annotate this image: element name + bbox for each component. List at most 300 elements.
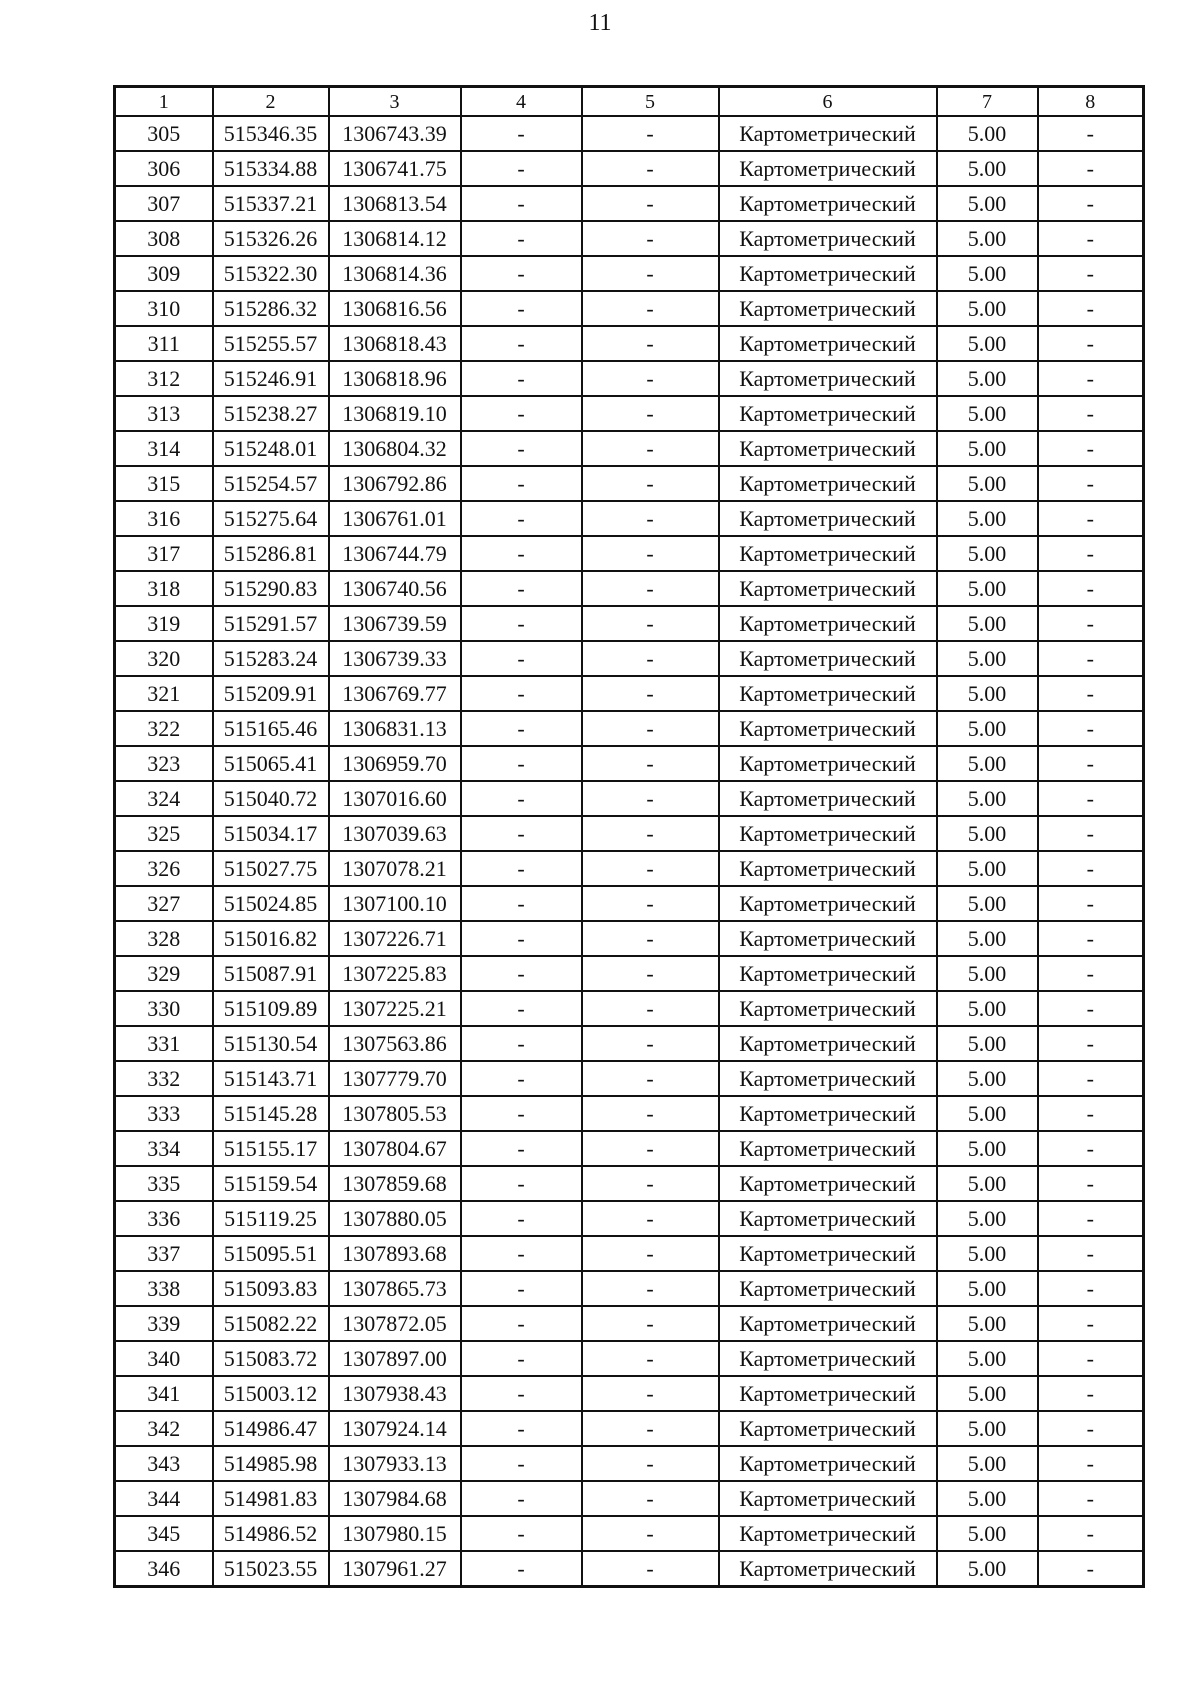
cell-y-coordinate: 1306959.70 xyxy=(329,746,461,781)
column-header-1: 1 xyxy=(115,87,213,117)
cell-accuracy: 5.00 xyxy=(937,1201,1038,1236)
cell-col-8: - xyxy=(1038,431,1144,466)
cell-point-number: 336 xyxy=(115,1201,213,1236)
cell-accuracy: 5.00 xyxy=(937,676,1038,711)
cell-col-8: - xyxy=(1038,816,1144,851)
table-row xyxy=(115,466,1144,501)
cell-x-coordinate: 515238.27 xyxy=(213,396,329,431)
table-row xyxy=(115,1201,1144,1236)
cell-col-5: - xyxy=(582,746,719,781)
cell-col-5: - xyxy=(582,1061,719,1096)
cell-method: Картометрический xyxy=(719,1166,937,1201)
cell-col-4: - xyxy=(461,956,582,991)
cell-col-5: - xyxy=(582,1306,719,1341)
cell-point-number: 314 xyxy=(115,431,213,466)
cell-accuracy: 5.00 xyxy=(937,1061,1038,1096)
cell-x-coordinate: 515346.35 xyxy=(213,116,329,151)
cell-col-8: - xyxy=(1038,1096,1144,1131)
cell-point-number: 321 xyxy=(115,676,213,711)
table-row xyxy=(115,676,1144,711)
cell-method: Картометрический xyxy=(719,886,937,921)
cell-col-4: - xyxy=(461,1131,582,1166)
cell-x-coordinate: 515337.21 xyxy=(213,186,329,221)
table-row xyxy=(115,816,1144,851)
table-row xyxy=(115,1341,1144,1376)
cell-accuracy: 5.00 xyxy=(937,1446,1038,1481)
cell-accuracy: 5.00 xyxy=(937,641,1038,676)
cell-accuracy: 5.00 xyxy=(937,571,1038,606)
cell-method: Картометрический xyxy=(719,781,937,816)
table-row xyxy=(115,1551,1144,1587)
cell-col-4: - xyxy=(461,886,582,921)
column-header-7: 7 xyxy=(937,87,1038,117)
table-row xyxy=(115,606,1144,641)
cell-x-coordinate: 515291.57 xyxy=(213,606,329,641)
cell-point-number: 343 xyxy=(115,1446,213,1481)
cell-point-number: 305 xyxy=(115,116,213,151)
table-row xyxy=(115,1306,1144,1341)
cell-point-number: 328 xyxy=(115,921,213,956)
cell-y-coordinate: 1306813.54 xyxy=(329,186,461,221)
cell-y-coordinate: 1306818.43 xyxy=(329,326,461,361)
cell-col-8: - xyxy=(1038,1236,1144,1271)
cell-method: Картометрический xyxy=(719,326,937,361)
cell-col-4: - xyxy=(461,1026,582,1061)
cell-col-5: - xyxy=(582,151,719,186)
cell-col-8: - xyxy=(1038,501,1144,536)
cell-method: Картометрический xyxy=(719,256,937,291)
cell-col-4: - xyxy=(461,1516,582,1551)
table-row xyxy=(115,746,1144,781)
table-row xyxy=(115,501,1144,536)
cell-col-8: - xyxy=(1038,886,1144,921)
cell-method: Картометрический xyxy=(719,571,937,606)
cell-x-coordinate: 515027.75 xyxy=(213,851,329,886)
cell-method: Картометрический xyxy=(719,851,937,886)
cell-col-8: - xyxy=(1038,1306,1144,1341)
cell-col-5: - xyxy=(582,1166,719,1201)
cell-col-8: - xyxy=(1038,606,1144,641)
cell-method: Картометрический xyxy=(719,361,937,396)
cell-col-4: - xyxy=(461,186,582,221)
column-header-2: 2 xyxy=(213,87,329,117)
table-row xyxy=(115,711,1144,746)
cell-col-4: - xyxy=(461,571,582,606)
cell-col-5: - xyxy=(582,886,719,921)
table-row xyxy=(115,851,1144,886)
cell-col-4: - xyxy=(461,1061,582,1096)
cell-method: Картометрический xyxy=(719,466,937,501)
cell-accuracy: 5.00 xyxy=(937,1411,1038,1446)
cell-accuracy: 5.00 xyxy=(937,991,1038,1026)
cell-col-4: - xyxy=(461,326,582,361)
cell-col-4: - xyxy=(461,291,582,326)
cell-accuracy: 5.00 xyxy=(937,1271,1038,1306)
cell-accuracy: 5.00 xyxy=(937,396,1038,431)
cell-x-coordinate: 515255.57 xyxy=(213,326,329,361)
table-row xyxy=(115,1026,1144,1061)
table-row xyxy=(115,326,1144,361)
cell-accuracy: 5.00 xyxy=(937,816,1038,851)
cell-col-8: - xyxy=(1038,326,1144,361)
cell-accuracy: 5.00 xyxy=(937,1236,1038,1271)
cell-y-coordinate: 1307893.68 xyxy=(329,1236,461,1271)
cell-accuracy: 5.00 xyxy=(937,116,1038,151)
cell-x-coordinate: 515209.91 xyxy=(213,676,329,711)
cell-col-5: - xyxy=(582,851,719,886)
cell-method: Картометрический xyxy=(719,1236,937,1271)
cell-col-4: - xyxy=(461,396,582,431)
cell-x-coordinate: 515290.83 xyxy=(213,571,329,606)
cell-accuracy: 5.00 xyxy=(937,361,1038,396)
cell-col-5: - xyxy=(582,1481,719,1516)
coordinates-table xyxy=(113,85,1145,1588)
cell-accuracy: 5.00 xyxy=(937,1516,1038,1551)
cell-x-coordinate: 515246.91 xyxy=(213,361,329,396)
table-row xyxy=(115,921,1144,956)
cell-col-4: - xyxy=(461,361,582,396)
table-row xyxy=(115,1236,1144,1271)
cell-col-5: - xyxy=(582,781,719,816)
cell-point-number: 342 xyxy=(115,1411,213,1446)
cell-col-8: - xyxy=(1038,1376,1144,1411)
cell-col-5: - xyxy=(582,1411,719,1446)
cell-method: Картометрический xyxy=(719,536,937,571)
cell-y-coordinate: 1306814.12 xyxy=(329,221,461,256)
cell-method: Картометрический xyxy=(719,221,937,256)
cell-y-coordinate: 1306743.39 xyxy=(329,116,461,151)
page-number: 11 xyxy=(588,10,612,36)
column-header-5: 5 xyxy=(582,87,719,117)
cell-point-number: 315 xyxy=(115,466,213,501)
cell-method: Картометрический xyxy=(719,711,937,746)
cell-accuracy: 5.00 xyxy=(937,956,1038,991)
cell-point-number: 337 xyxy=(115,1236,213,1271)
cell-col-8: - xyxy=(1038,1271,1144,1306)
cell-accuracy: 5.00 xyxy=(937,326,1038,361)
cell-col-5: - xyxy=(582,1341,719,1376)
cell-x-coordinate: 515159.54 xyxy=(213,1166,329,1201)
cell-x-coordinate: 515082.22 xyxy=(213,1306,329,1341)
cell-col-5: - xyxy=(582,536,719,571)
cell-point-number: 332 xyxy=(115,1061,213,1096)
cell-col-8: - xyxy=(1038,1446,1144,1481)
cell-y-coordinate: 1306741.75 xyxy=(329,151,461,186)
cell-y-coordinate: 1306818.96 xyxy=(329,361,461,396)
cell-x-coordinate: 515145.28 xyxy=(213,1096,329,1131)
cell-col-5: - xyxy=(582,1096,719,1131)
cell-col-4: - xyxy=(461,676,582,711)
cell-method: Картометрический xyxy=(719,956,937,991)
table-row xyxy=(115,1096,1144,1131)
column-header-4: 4 xyxy=(461,87,582,117)
cell-col-4: - xyxy=(461,1446,582,1481)
cell-x-coordinate: 515023.55 xyxy=(213,1551,329,1587)
cell-y-coordinate: 1307984.68 xyxy=(329,1481,461,1516)
cell-col-8: - xyxy=(1038,746,1144,781)
table-row xyxy=(115,116,1144,151)
cell-method: Картометрический xyxy=(719,1306,937,1341)
cell-method: Картометрический xyxy=(719,431,937,466)
cell-col-5: - xyxy=(582,1131,719,1166)
cell-col-8: - xyxy=(1038,1551,1144,1587)
column-header-6: 6 xyxy=(719,87,937,117)
cell-y-coordinate: 1306814.36 xyxy=(329,256,461,291)
cell-y-coordinate: 1306831.13 xyxy=(329,711,461,746)
cell-accuracy: 5.00 xyxy=(937,466,1038,501)
cell-col-4: - xyxy=(461,221,582,256)
cell-method: Картометрический xyxy=(719,746,937,781)
cell-col-4: - xyxy=(461,746,582,781)
table-row xyxy=(115,641,1144,676)
cell-x-coordinate: 515034.17 xyxy=(213,816,329,851)
cell-accuracy: 5.00 xyxy=(937,711,1038,746)
cell-col-5: - xyxy=(582,361,719,396)
cell-point-number: 312 xyxy=(115,361,213,396)
cell-point-number: 330 xyxy=(115,991,213,1026)
table-row xyxy=(115,1446,1144,1481)
cell-col-5: - xyxy=(582,1376,719,1411)
cell-col-8: - xyxy=(1038,1516,1144,1551)
cell-col-5: - xyxy=(582,816,719,851)
cell-method: Картометрический xyxy=(719,1201,937,1236)
cell-accuracy: 5.00 xyxy=(937,606,1038,641)
cell-col-8: - xyxy=(1038,1061,1144,1096)
cell-col-8: - xyxy=(1038,781,1144,816)
table-row xyxy=(115,1411,1144,1446)
cell-col-8: - xyxy=(1038,466,1144,501)
cell-method: Картометрический xyxy=(719,1376,937,1411)
cell-method: Картометрический xyxy=(719,1096,937,1131)
column-header-3: 3 xyxy=(329,87,461,117)
cell-col-4: - xyxy=(461,816,582,851)
cell-col-5: - xyxy=(582,641,719,676)
table-row xyxy=(115,991,1144,1026)
cell-point-number: 338 xyxy=(115,1271,213,1306)
cell-accuracy: 5.00 xyxy=(937,1481,1038,1516)
cell-method: Картометрический xyxy=(719,1516,937,1551)
cell-col-4: - xyxy=(461,781,582,816)
cell-col-5: - xyxy=(582,396,719,431)
cell-col-4: - xyxy=(461,641,582,676)
cell-col-5: - xyxy=(582,326,719,361)
cell-method: Картометрический xyxy=(719,1341,937,1376)
cell-col-5: - xyxy=(582,571,719,606)
cell-point-number: 308 xyxy=(115,221,213,256)
cell-x-coordinate: 514981.83 xyxy=(213,1481,329,1516)
cell-x-coordinate: 515283.24 xyxy=(213,641,329,676)
cell-col-8: - xyxy=(1038,956,1144,991)
cell-point-number: 313 xyxy=(115,396,213,431)
cell-method: Картометрический xyxy=(719,1411,937,1446)
cell-y-coordinate: 1307016.60 xyxy=(329,781,461,816)
cell-x-coordinate: 515130.54 xyxy=(213,1026,329,1061)
cell-accuracy: 5.00 xyxy=(937,501,1038,536)
cell-x-coordinate: 514986.52 xyxy=(213,1516,329,1551)
cell-col-5: - xyxy=(582,466,719,501)
cell-y-coordinate: 1306739.33 xyxy=(329,641,461,676)
cell-col-8: - xyxy=(1038,676,1144,711)
cell-accuracy: 5.00 xyxy=(937,1096,1038,1131)
cell-col-8: - xyxy=(1038,396,1144,431)
cell-x-coordinate: 514986.47 xyxy=(213,1411,329,1446)
cell-col-4: - xyxy=(461,1236,582,1271)
cell-col-5: - xyxy=(582,676,719,711)
cell-point-number: 310 xyxy=(115,291,213,326)
table-row xyxy=(115,1061,1144,1096)
cell-col-5: - xyxy=(582,1516,719,1551)
cell-accuracy: 5.00 xyxy=(937,921,1038,956)
cell-col-4: - xyxy=(461,606,582,641)
cell-y-coordinate: 1307872.05 xyxy=(329,1306,461,1341)
cell-point-number: 334 xyxy=(115,1131,213,1166)
cell-x-coordinate: 515286.81 xyxy=(213,536,329,571)
cell-col-4: - xyxy=(461,151,582,186)
cell-method: Картометрический xyxy=(719,606,937,641)
cell-col-8: - xyxy=(1038,536,1144,571)
cell-y-coordinate: 1306740.56 xyxy=(329,571,461,606)
cell-y-coordinate: 1307880.05 xyxy=(329,1201,461,1236)
cell-col-5: - xyxy=(582,256,719,291)
cell-col-5: - xyxy=(582,1201,719,1236)
table-row xyxy=(115,1131,1144,1166)
cell-method: Картометрический xyxy=(719,1481,937,1516)
cell-y-coordinate: 1307100.10 xyxy=(329,886,461,921)
cell-x-coordinate: 515003.12 xyxy=(213,1376,329,1411)
cell-col-4: - xyxy=(461,466,582,501)
cell-method: Картометрический xyxy=(719,396,937,431)
cell-point-number: 311 xyxy=(115,326,213,361)
cell-x-coordinate: 515334.88 xyxy=(213,151,329,186)
cell-point-number: 325 xyxy=(115,816,213,851)
cell-y-coordinate: 1306819.10 xyxy=(329,396,461,431)
cell-point-number: 335 xyxy=(115,1166,213,1201)
cell-col-4: - xyxy=(461,501,582,536)
cell-y-coordinate: 1306816.56 xyxy=(329,291,461,326)
cell-method: Картометрический xyxy=(719,1026,937,1061)
cell-col-4: - xyxy=(461,1481,582,1516)
table-row xyxy=(115,221,1144,256)
cell-accuracy: 5.00 xyxy=(937,431,1038,466)
cell-col-8: - xyxy=(1038,291,1144,326)
cell-accuracy: 5.00 xyxy=(937,746,1038,781)
cell-col-4: - xyxy=(461,1271,582,1306)
cell-accuracy: 5.00 xyxy=(937,221,1038,256)
cell-col-8: - xyxy=(1038,1131,1144,1166)
cell-accuracy: 5.00 xyxy=(937,1376,1038,1411)
cell-y-coordinate: 1307865.73 xyxy=(329,1271,461,1306)
cell-col-8: - xyxy=(1038,221,1144,256)
cell-x-coordinate: 515119.25 xyxy=(213,1201,329,1236)
cell-point-number: 320 xyxy=(115,641,213,676)
table-body xyxy=(115,116,1144,1587)
cell-y-coordinate: 1307226.71 xyxy=(329,921,461,956)
cell-method: Картометрический xyxy=(719,1551,937,1587)
cell-col-4: - xyxy=(461,1411,582,1446)
cell-method: Картометрический xyxy=(719,816,937,851)
cell-x-coordinate: 515093.83 xyxy=(213,1271,329,1306)
cell-point-number: 344 xyxy=(115,1481,213,1516)
table-row xyxy=(115,431,1144,466)
cell-method: Картометрический xyxy=(719,1271,937,1306)
table-row xyxy=(115,1376,1144,1411)
cell-y-coordinate: 1307225.83 xyxy=(329,956,461,991)
cell-point-number: 345 xyxy=(115,1516,213,1551)
cell-col-5: - xyxy=(582,431,719,466)
cell-y-coordinate: 1306744.79 xyxy=(329,536,461,571)
cell-col-5: - xyxy=(582,711,719,746)
cell-x-coordinate: 515040.72 xyxy=(213,781,329,816)
cell-col-8: - xyxy=(1038,641,1144,676)
cell-col-4: - xyxy=(461,921,582,956)
table-row xyxy=(115,1481,1144,1516)
cell-y-coordinate: 1307933.13 xyxy=(329,1446,461,1481)
table-row xyxy=(115,1271,1144,1306)
cell-y-coordinate: 1307924.14 xyxy=(329,1411,461,1446)
cell-col-8: - xyxy=(1038,851,1144,886)
cell-y-coordinate: 1307961.27 xyxy=(329,1551,461,1587)
cell-y-coordinate: 1307225.21 xyxy=(329,991,461,1026)
cell-col-8: - xyxy=(1038,921,1144,956)
cell-point-number: 322 xyxy=(115,711,213,746)
cell-col-5: - xyxy=(582,606,719,641)
cell-method: Картометрический xyxy=(719,641,937,676)
cell-point-number: 339 xyxy=(115,1306,213,1341)
cell-accuracy: 5.00 xyxy=(937,781,1038,816)
cell-col-8: - xyxy=(1038,1341,1144,1376)
cell-method: Картометрический xyxy=(719,186,937,221)
cell-y-coordinate: 1307980.15 xyxy=(329,1516,461,1551)
cell-col-4: - xyxy=(461,1166,582,1201)
cell-col-4: - xyxy=(461,256,582,291)
cell-col-8: - xyxy=(1038,1481,1144,1516)
cell-method: Картометрический xyxy=(719,921,937,956)
cell-col-8: - xyxy=(1038,151,1144,186)
cell-y-coordinate: 1307859.68 xyxy=(329,1166,461,1201)
cell-y-coordinate: 1307563.86 xyxy=(329,1026,461,1061)
cell-accuracy: 5.00 xyxy=(937,1026,1038,1061)
cell-col-8: - xyxy=(1038,991,1144,1026)
cell-point-number: 307 xyxy=(115,186,213,221)
column-header-8: 8 xyxy=(1038,87,1144,117)
cell-method: Картометрический xyxy=(719,116,937,151)
cell-col-8: - xyxy=(1038,1166,1144,1201)
cell-x-coordinate: 514985.98 xyxy=(213,1446,329,1481)
table-row xyxy=(115,956,1144,991)
cell-point-number: 326 xyxy=(115,851,213,886)
table-row xyxy=(115,781,1144,816)
cell-method: Картометрический xyxy=(719,1131,937,1166)
cell-x-coordinate: 515286.32 xyxy=(213,291,329,326)
cell-point-number: 316 xyxy=(115,501,213,536)
cell-point-number: 319 xyxy=(115,606,213,641)
cell-x-coordinate: 515322.30 xyxy=(213,256,329,291)
cell-x-coordinate: 515248.01 xyxy=(213,431,329,466)
cell-accuracy: 5.00 xyxy=(937,256,1038,291)
cell-point-number: 323 xyxy=(115,746,213,781)
cell-accuracy: 5.00 xyxy=(937,291,1038,326)
cell-x-coordinate: 515095.51 xyxy=(213,1236,329,1271)
table-row xyxy=(115,536,1144,571)
cell-col-8: - xyxy=(1038,116,1144,151)
cell-y-coordinate: 1307805.53 xyxy=(329,1096,461,1131)
cell-point-number: 346 xyxy=(115,1551,213,1587)
cell-point-number: 318 xyxy=(115,571,213,606)
cell-col-4: - xyxy=(461,851,582,886)
cell-y-coordinate: 1307078.21 xyxy=(329,851,461,886)
cell-col-8: - xyxy=(1038,1026,1144,1061)
table-row xyxy=(115,186,1144,221)
